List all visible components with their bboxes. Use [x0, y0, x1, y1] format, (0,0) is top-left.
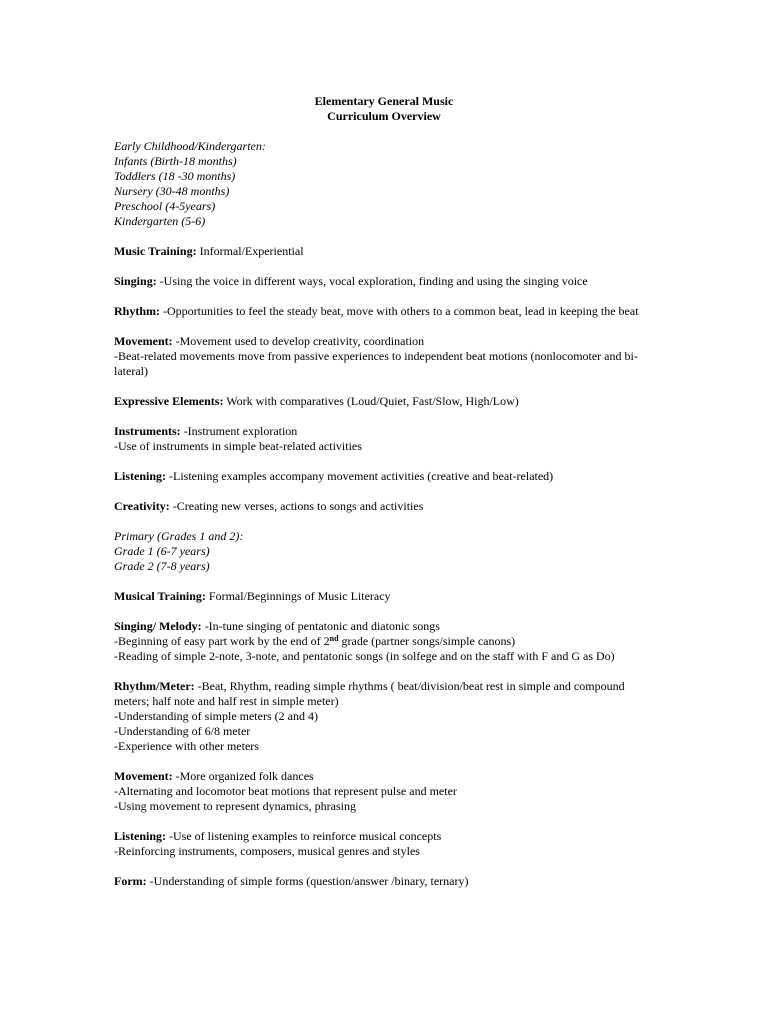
section-text: Formal/Beginnings of Music Literacy	[205, 589, 391, 603]
section-text: -Listening examples accompany movement activities (creative and beat-related)	[166, 469, 554, 483]
title-line-2: Curriculum Overview	[327, 109, 441, 123]
title-line-1: Elementary General Music	[314, 94, 454, 108]
section-label: Rhythm:	[114, 304, 161, 318]
section-text: Informal/Experiential	[196, 244, 304, 258]
section-line: -Using movement to represent dynamics, phrasing	[114, 799, 356, 813]
section-label: Music Training:	[114, 244, 197, 258]
section-line: -Understanding of 6/8 meter	[114, 724, 251, 738]
section-line: -Reading of simple 2-note, 3-note, and pentatonic songs (in solfege and on the staff with F and G as Do)	[114, 649, 615, 663]
section-label: Form:	[114, 874, 147, 888]
line-text: -Beginning of easy part work by the end of 2	[114, 634, 330, 648]
section-label: Rhythm/Meter:	[114, 679, 195, 693]
section-listening	[114, 469, 654, 484]
primary-heading: Primary (Grades 1 and 2):	[114, 529, 244, 543]
age-group-item: Toddlers (18 -30 months)	[114, 169, 236, 183]
section-line: -Experience with other meters	[114, 739, 259, 753]
early-childhood-age-groups	[114, 139, 654, 229]
section-text: -Creating new verses, actions to songs and activities	[169, 499, 424, 513]
age-group-item: Preschool (4-5years)	[114, 199, 216, 213]
primary-age-groups	[114, 529, 654, 574]
section-music-training	[114, 244, 654, 259]
section-text: -Use of listening examples to reinforce musical concepts	[166, 829, 442, 843]
document-content	[114, 94, 654, 889]
section-text: -Using the voice in different ways, vocal exploration, finding and using the singing voice	[156, 274, 588, 288]
section-text: -Understanding of simple forms (question/answer /binary, ternary)	[146, 874, 469, 888]
age-group-item: Nursery (30-48 months)	[114, 184, 230, 198]
line-text: grade (partner songs/simple canons)	[338, 634, 516, 648]
section-label: Movement:	[114, 334, 173, 348]
section-rhythm-meter	[114, 679, 654, 754]
section-movement	[114, 334, 654, 379]
section-text: -Opportunities to feel the steady beat, move with others to a common beat, lead in keeping the beat	[160, 304, 639, 318]
section-primary-movement	[114, 769, 654, 814]
section-label: Singing/ Melody:	[114, 619, 202, 633]
section-instruments	[114, 424, 654, 454]
section-singing-melody	[114, 619, 654, 664]
section-text: -In-tune singing of pentatonic and diatonic songs	[201, 619, 440, 633]
section-text: -Instrument exploration	[180, 424, 298, 438]
document-title	[114, 94, 654, 124]
age-group-item: Grade 1 (6-7 years)	[114, 544, 210, 558]
age-group-item: Grade 2 (7-8 years)	[114, 559, 210, 573]
section-label: Singing:	[114, 274, 157, 288]
section-label: Expressive Elements:	[114, 394, 224, 408]
section-line: -Use of instruments in simple beat-related activities	[114, 439, 362, 453]
section-line: -Alternating and locomotor beat motions that represent pulse and meter	[114, 784, 457, 798]
section-form	[114, 874, 654, 889]
section-label: Musical Training:	[114, 589, 206, 603]
section-line: -Beat-related movements move from passive experiences to independent beat motions (nonlocomoter and bi-lateral)	[114, 349, 638, 378]
age-group-item: Infants (Birth-18 months)	[114, 154, 237, 168]
section-singing	[114, 274, 654, 289]
section-label: Creativity:	[114, 499, 170, 513]
section-text: -More organized folk dances	[172, 769, 314, 783]
section-text: -Beat, Rhythm, reading simple rhythms ( beat/division/beat rest in simple and compound meters; half note and half rest in simple meter)	[114, 679, 625, 708]
section-rhythm	[114, 304, 654, 319]
section-label: Movement:	[114, 769, 173, 783]
age-group-item: Kindergarten (5-6)	[114, 214, 206, 228]
section-text: Work with comparatives (Loud/Quiet, Fast/Slow, High/Low)	[223, 394, 519, 408]
section-expressive-elements	[114, 394, 654, 409]
section-line: -Understanding of simple meters (2 and 4)	[114, 709, 318, 723]
section-label: Listening:	[114, 469, 167, 483]
ordinal-suffix: nd	[329, 634, 339, 643]
section-primary-listening	[114, 829, 654, 859]
early-childhood-heading: Early Childhood/Kindergarten:	[114, 139, 266, 153]
section-musical-training	[114, 589, 654, 604]
section-text: -Movement used to develop creativity, coordination	[172, 334, 425, 348]
section-line	[114, 634, 654, 649]
section-label: Listening:	[114, 829, 167, 843]
section-label: Instruments:	[114, 424, 181, 438]
section-creativity	[114, 499, 654, 514]
section-line: -Reinforcing instruments, composers, musical genres and styles	[114, 844, 420, 858]
